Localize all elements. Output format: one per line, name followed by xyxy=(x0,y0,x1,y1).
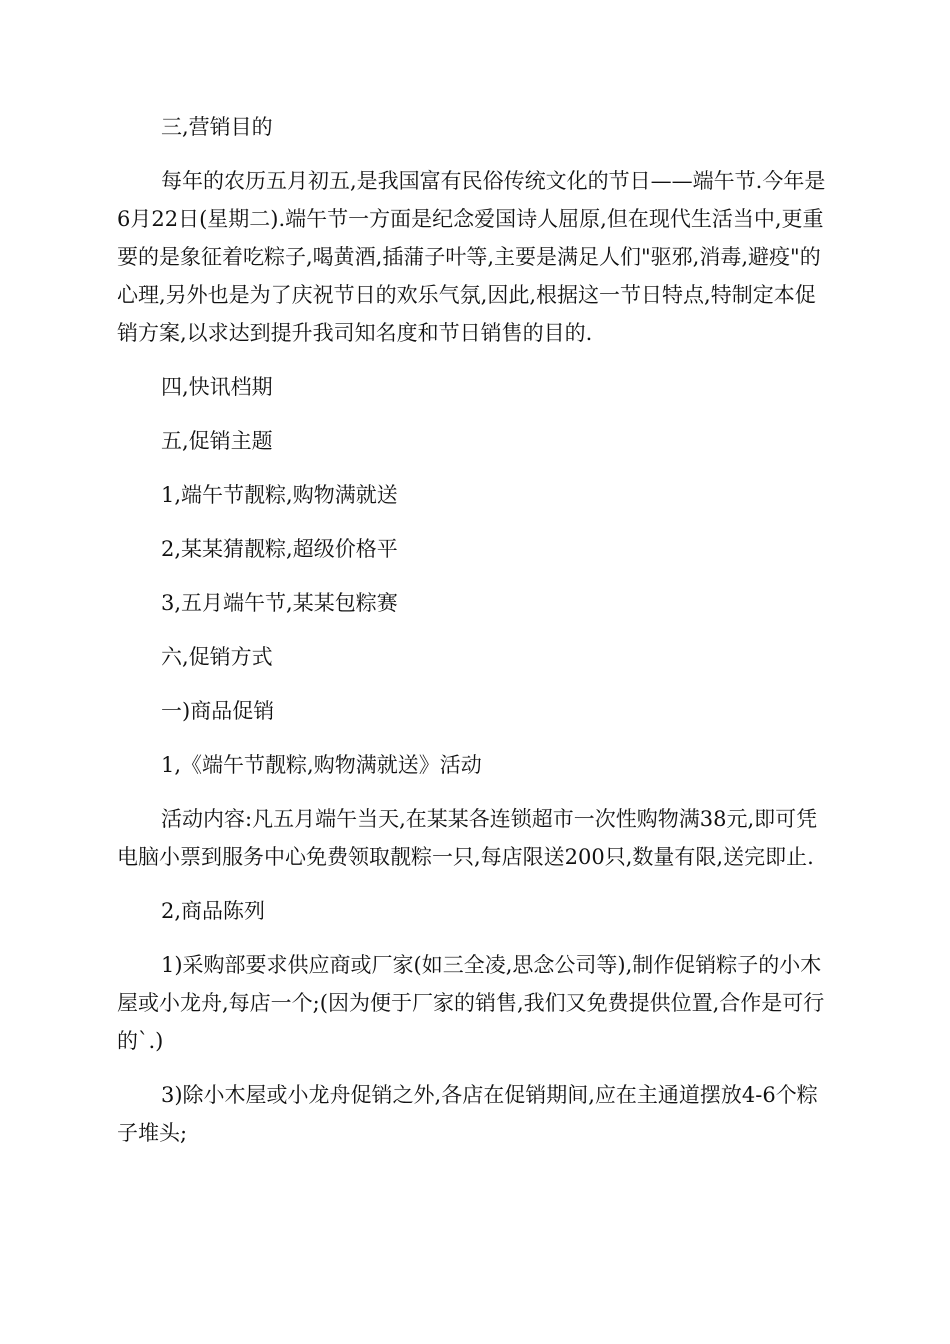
theme-item-2: 2,某某猜靓粽,超级价格平 xyxy=(161,537,398,561)
section-heading-promo-theme: 五,促销主题 xyxy=(161,429,273,453)
subheading-product-display: 2,商品陈列 xyxy=(161,899,266,923)
section-heading-marketing-goal: 三,营销目的 xyxy=(161,115,273,139)
subheading-product-promo: 一)商品促销 xyxy=(161,699,275,723)
activity-title: 1,《端午节靓粽,购物满就送》活动 xyxy=(161,753,482,777)
section-heading-promo-method: 六,促销方式 xyxy=(161,645,273,669)
activity-content: 活动内容:凡五月端午当天,在某某各连锁超市一次性购物满38元,即可凭电脑小票到服务中心免费领取靓粽一只,每店限送200只,数量有限,送完即止. xyxy=(117,807,818,869)
paragraph-festival-intro: 每年的农历五月初五,是我国富有民俗传统文化的节日——端午节.今年是6月22日(星期二).端午节一方面是纪念爱国诗人屈原,但在现代生活当中,更重要的是象征着吃粽子,喝黄酒,插蒲子叶等,主要是满足人们"驱邪,消毒,避疫"的心理,另外也是为了庆祝节日的欢乐气氛,因此,根据这一节日特点,特制定本促销方案,以求达到提升我司知名度和节日销售的目的. xyxy=(117,169,826,345)
document-body xyxy=(117,108,833,1152)
display-item-1: 1)采购部要求供应商或厂家(如三全凌,思念公司等),制作促销粽子的小木屋或小龙舟,每店一个;(因为便于厂家的销售,我们又免费提供位置,合作是可行的`.) xyxy=(117,953,825,1053)
section-heading-flyer-schedule: 四,快讯档期 xyxy=(161,375,273,399)
theme-item-3: 3,五月端午节,某某包粽赛 xyxy=(161,591,398,615)
theme-item-1: 1,端午节靓粽,购物满就送 xyxy=(161,483,398,507)
display-item-3: 3)除小木屋或小龙舟促销之外,各店在促销期间,应在主通道摆放4-6个粽子堆头; xyxy=(117,1083,818,1145)
